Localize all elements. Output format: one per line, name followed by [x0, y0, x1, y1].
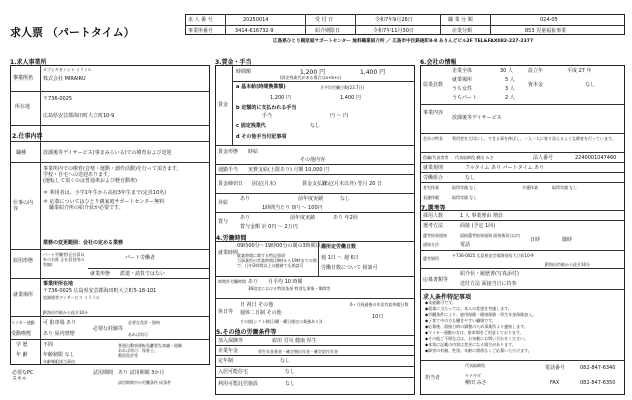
result: 面接選考結果通知 面接後3日以内 [460, 233, 520, 238]
apply-docs: 紹介状・履歴書(写真添付) [460, 271, 519, 277]
dispatch-label: 就業形態 [90, 271, 111, 277]
license-line-2: あれば尚可：保育士、 [118, 348, 158, 353]
hours-label: 就業時間 [218, 250, 239, 256]
job-desc-line-3: (運転して頂くのは普通車および軽自動車) [43, 178, 137, 184]
holiday-other: その他(シフト制(日曜・曜日指定の業務あり)) [240, 319, 323, 324]
base-pay-from: 1,200 円 [270, 95, 291, 101]
employment-form-label: 雇用形態 [13, 258, 34, 264]
staff-total-label: 企業全体 [452, 68, 473, 74]
capital: なし [585, 82, 596, 88]
selection-access: JR海田市駅から徒歩10分 [545, 262, 591, 267]
job-number: 20250014 [243, 17, 269, 23]
union: なし [465, 175, 476, 181]
hours: 09時00分〜19時00分の間の3時間以上 [237, 243, 326, 249]
trial-label: 試用期間 [93, 370, 114, 376]
education: 不問 [43, 342, 54, 348]
selection-method: 面接 (予定 1回) [460, 223, 496, 229]
holiday-label: 休日等 [218, 309, 234, 315]
need-level: あれば尚可 [128, 332, 148, 337]
childcare-leave-label: 育児休業 [423, 185, 439, 190]
work-place-access: JR海田市駅から徒歩10分 [43, 310, 89, 315]
commute-label: 通勤手当 [218, 167, 239, 173]
capital-label: 資本金 [528, 82, 544, 88]
allowance-name: 手当 [262, 113, 273, 119]
office-number: 3414-616732-9 [235, 28, 274, 34]
contact-name: 柳田 みさ [465, 380, 487, 386]
retirement: なし [280, 358, 291, 364]
base-pay-to: 1,400 円 [340, 95, 361, 101]
car-label: マイカー通勤 [11, 320, 35, 325]
job-desc-line-5: ＊ 応募についてはひとり親家庭サポートセンター無料 [43, 199, 165, 205]
care-leave-label: 介護休業 [522, 185, 538, 190]
staff-label: 従業員数 [423, 82, 444, 88]
raise-prev-label: 前年度実績 [298, 196, 324, 202]
overtime-label: 時間外労働時間 [218, 279, 246, 284]
dispatch: 派遣・請負ではない [120, 271, 166, 277]
hours-note-2: 当事業所の営業時間は9時から19時までの間で、日中2時間以上の勤務でも相談可 [237, 258, 317, 268]
job-desc-line-2: 学校・自宅への送迎あります。 [43, 172, 113, 178]
work-place-type: 事業所所在地 [43, 281, 74, 287]
pay-other: その他内容 [300, 157, 326, 163]
note-1: ◆未経験可です。 [425, 300, 456, 305]
hourly-from: 1,200 円 [300, 69, 326, 76]
job-number-label: 求 人 番 号 [188, 17, 213, 23]
job-desc-line-6: 職業紹介所の紹介状が必要です。 [49, 205, 124, 211]
expiry-label: 紹介期限日 [315, 28, 341, 34]
note-5: ◆応募後、面接日時の調整のため事業所より連絡します。 [425, 324, 528, 329]
date-label: 日時 [530, 237, 541, 243]
housing: なし [285, 369, 296, 375]
pay-type: 時給 [248, 149, 259, 155]
rules: フルタイム あり パートタイム あり [465, 165, 545, 171]
hourly-label: 時間額 [236, 69, 252, 75]
housing-label: 入居可能住宅 [218, 369, 249, 375]
bonus: あり [240, 215, 251, 221]
daycare-label: 利用可能託児施設 [218, 381, 259, 387]
received-label: 受 付 日 [315, 17, 334, 23]
license-line-1: 普通自動車運転免許 [118, 343, 154, 348]
occupation-code: 024-05 [540, 17, 558, 23]
occupation-label: 職 業 分 類 [448, 17, 473, 23]
raise-label: 昇給 [218, 200, 229, 206]
bonus-prev-label: 前年度実績 [290, 215, 316, 221]
job-desc-label: 仕事の内容 [13, 200, 34, 212]
contact-label: 担当者 [425, 375, 441, 381]
contact-title: 代表取締役 [465, 363, 485, 368]
raise-amount: 1時間当たり 0円 〜 100円 [262, 205, 323, 211]
allowance-label: b 定額的に支払われる手当 [236, 105, 297, 111]
section-1-title: 1.求人事業所 [10, 59, 47, 66]
page-title: 求人票 （パートタイム） [10, 26, 135, 39]
selection-place-label: 選考場所 [423, 256, 439, 261]
ceo: 代表取締役 柳田 みさ [455, 155, 494, 160]
weekdays-label: 週所定労働日数 [321, 244, 357, 250]
rules-label: 就業規則 [423, 165, 444, 171]
staff-total: 30 人 [500, 68, 513, 74]
retirement-label: 定年制 [218, 358, 234, 364]
age-reason: 年齢制限該当事由 [43, 359, 75, 364]
bonus-prev: あり 年2回 [333, 215, 358, 221]
section-2-title: 2.仕事内容 [12, 133, 43, 140]
received-date: 令和7年9月26日 [375, 17, 413, 23]
feature-label: 会社の特長 [423, 136, 443, 141]
contact-kana: ヤナギダ [465, 373, 481, 378]
staff-place-label: 就業場所 [452, 77, 473, 83]
overtime: あり [248, 279, 259, 285]
license-label: 必要な免許・資格 [128, 320, 160, 325]
apply-send: 送付方法 面接当日に持参 [460, 281, 517, 287]
company-name-label: 事業所名 [13, 75, 34, 81]
industry-label: 産業分類 [452, 28, 473, 34]
section-3-title: 3.賃金・手当 [215, 59, 252, 66]
holiday-week: 週休二日制 その他 [240, 310, 282, 316]
payday: 固定(月末以外) 翌月 20 日 [322, 181, 383, 187]
notify-label: 通知方法 [423, 242, 439, 247]
holiday: 日 祝日 その他 [240, 302, 274, 308]
care-leave: 取得実績 なし [552, 185, 578, 190]
ceo-label: 役職/代表者等 [423, 155, 449, 160]
established-label: 設立年 [528, 68, 544, 74]
selection-method-label: 選考方法 [423, 223, 444, 229]
job-desc-line-1: 事業所内での療育(音楽・運動・創作活動)を行って頂きます。 [43, 166, 182, 172]
note-4: ◆子育て中の方も働きやすい職場です。 [425, 318, 496, 323]
work-place-name: 放課後等デイサービス ミライル [43, 295, 100, 300]
weekdays: 週 1日 〜 週 6日 [321, 255, 359, 261]
job-desc-line-4: ＊ 利用者は、小学1年生から高校3年生まで(定員10名) [43, 190, 167, 196]
hire-count-label: 採用人数 [423, 213, 444, 219]
nurse-leave-label: 看護休暇 [423, 195, 439, 200]
smoke-label: 受動喫煙 [11, 331, 32, 337]
overtime-pay-label: c 固定残業代 [236, 123, 266, 129]
trial: あり 試用期間 3か月 [118, 370, 165, 376]
hire-count: 1 人 事業理由 増員 [460, 213, 503, 219]
staff-place: 5 人 [505, 77, 515, 83]
commute: 実費支給(上限あり) 月額 10,000 円 [248, 167, 330, 173]
company-kana: カブシキガイシャ ミライル [43, 67, 92, 72]
age: 年齢制限 なし [43, 352, 75, 358]
tel-label: 電話番号 [545, 365, 566, 371]
tel: 082-847-6340 [580, 365, 616, 371]
selection-place: 〒736-0025 広島県安芸郡海田町大立町10-9 [452, 253, 534, 258]
daycare: なし [285, 381, 296, 387]
payday-label: 賃金支払日 [302, 181, 328, 187]
overtime-avg: 月平均 10 時間 [268, 279, 303, 285]
overtime-pay: なし [310, 123, 321, 129]
raise-prev: なし [340, 196, 351, 202]
corp-number: 2240001047460 [575, 155, 617, 161]
license-line-3: 教員免許等 [118, 353, 138, 358]
employment-form-note: パート労働者(正社員以外の名称 正社員登用の有無) [43, 252, 85, 267]
note-3: ◆労働条件により、雇用保険・健康保険・厚生年金保険加入。 [425, 312, 537, 317]
office-number-label: 事業所番号 [188, 28, 214, 34]
education-label: 学 歴 [16, 342, 28, 348]
hourly-to: 1,400 円 [360, 69, 386, 76]
job-title-label: 職種 [16, 150, 27, 156]
staff-part: 2 人 [505, 95, 515, 101]
section-7-title: 7.選考等 [421, 205, 446, 212]
insurance-label: 加入保険等 [218, 338, 244, 344]
need-exp-label: 必要な経験等 [93, 326, 124, 332]
closing-day-label: 賃金締切日 [218, 181, 244, 187]
paid-leave: 10日 [372, 314, 384, 320]
knowledge-label: 必要な知識・経験 [150, 343, 182, 348]
insurance: 雇用 労災 健康 厚生 [272, 338, 317, 344]
bonus-label: 賞与 [218, 219, 229, 225]
feature: 利用者を大切にし、できる事を伸ばし、一人一人に寄り添えるような療育を行っています。 [452, 136, 616, 141]
base-pay-note: 月平均労働日数(23.7日) [320, 85, 365, 90]
corp-number-label: 法人番号 [533, 155, 554, 161]
employment-form: パート労働者 [125, 255, 156, 261]
work-place-label: 就業場所 [13, 292, 34, 298]
apply-docs-label: 応募書類等 [423, 277, 449, 283]
staff-women-label: うち女性 [452, 86, 473, 92]
note-2: ◆就業に当たっては、本人の希望を考慮します。 [425, 306, 512, 311]
address-label: 所在地 [15, 104, 31, 110]
notify: 電話 [460, 242, 471, 248]
industry-code: 853 児童福祉事業 [525, 28, 567, 34]
job-change-range: 業務の変更範囲：会社の定める業務 [43, 240, 124, 246]
pension: 厚生年金基金・確定拠出年金・確定給付年金 [258, 349, 338, 354]
wage-label: 賃金 [218, 102, 229, 108]
job-title: 放課後等デイサービス(事まみらいる)での療育および送迎 [43, 150, 172, 156]
expiry-date: 令和7年11月30日 [373, 28, 414, 34]
closing-day: 固定(月末) [252, 181, 276, 187]
notes-title: 求人条件特記事項 [423, 294, 472, 301]
nurse-leave: 取得実績 なし [452, 195, 478, 200]
date: 随時 [562, 237, 573, 243]
smoke: あり 屋内禁煙 [43, 331, 75, 337]
section-5-title: 5.その他の労働条件等 [216, 329, 277, 336]
result-label: 選考結果通知 [423, 233, 447, 238]
hourly-note: (固定残業代がある場合はa+b+c) [280, 75, 342, 80]
agency-line: 広島県ひとり親家庭サポートセンター 無料職業紹介所 ／ 広島市中区鉄砲町8-8 ありんどビル2F TEL&FAX082-227-2377 [273, 39, 534, 44]
bonus-amount: 賞与金額 計 0円 〜 2万円 [240, 224, 298, 230]
work-place: 〒736-0025 広島県安芸郡海田町大立町5-18-101 [43, 288, 157, 294]
overtime-special: 36協定における特別条項 特別な事情・期間等 [248, 286, 331, 291]
pay-type-label: 賃金形態 [218, 149, 239, 155]
fax: 082-847-6350 [580, 380, 616, 386]
business-label: 事業内容 [423, 110, 444, 116]
hours-note-1: 就業時間に関する特記事項 [237, 253, 285, 258]
note-6: ◆マイカー通勤の方は、駐車場をご用意しております。 [425, 330, 524, 335]
staff-women: 3 人 [505, 86, 515, 92]
other-allowance-label: d その他手当付記事項 [236, 134, 287, 140]
pension-label: 企業年金 [218, 348, 239, 354]
address-zip: 〒736-0025 [43, 96, 73, 102]
fax-label: FAX [550, 380, 560, 386]
pc-skill-label: 必要なPCスキル [12, 370, 34, 382]
raise: あり [240, 196, 251, 202]
note-8: ◆本票に記載の内容は変更になる場合があります。 [425, 342, 516, 347]
trial-conditions: 試用期間中の労働条件 同条件 [118, 380, 172, 385]
union-label: 労働組合 [423, 175, 444, 181]
company-name: 株式会社 MIRAIRU [43, 76, 86, 82]
section-4-title: 4.労働時間 [216, 235, 247, 242]
note-9: ◆障害の有無、性別、年齢に関係なくご応募いただけます。 [425, 348, 532, 353]
business: 放課後等デイサービス [452, 115, 502, 121]
age-label: 年 齢 [16, 352, 28, 358]
paid-leave-label: 6ヶ月経過後の年次有給休暇日数 [350, 302, 409, 307]
car-commute: 可 駐車場 あり [43, 320, 77, 326]
staff-part-label: うちパート [452, 95, 478, 101]
weekdays-note: 労働日数について 相談可 [321, 265, 378, 271]
established: 平成 27 年 [567, 68, 592, 74]
section-6-title: 6.会社の情報 [420, 59, 457, 66]
base-pay-label: a 基本給(時間換算額) [236, 84, 286, 90]
allowance-value: 円 〜 円 [330, 113, 349, 119]
note-7: ◆その他ご不明な点は、お気軽にお問い合わせください。 [425, 336, 529, 341]
childcare-leave: 取得実績 なし [452, 185, 478, 190]
address: 広島県安芸郡海田町大立町10-9 [43, 113, 115, 119]
